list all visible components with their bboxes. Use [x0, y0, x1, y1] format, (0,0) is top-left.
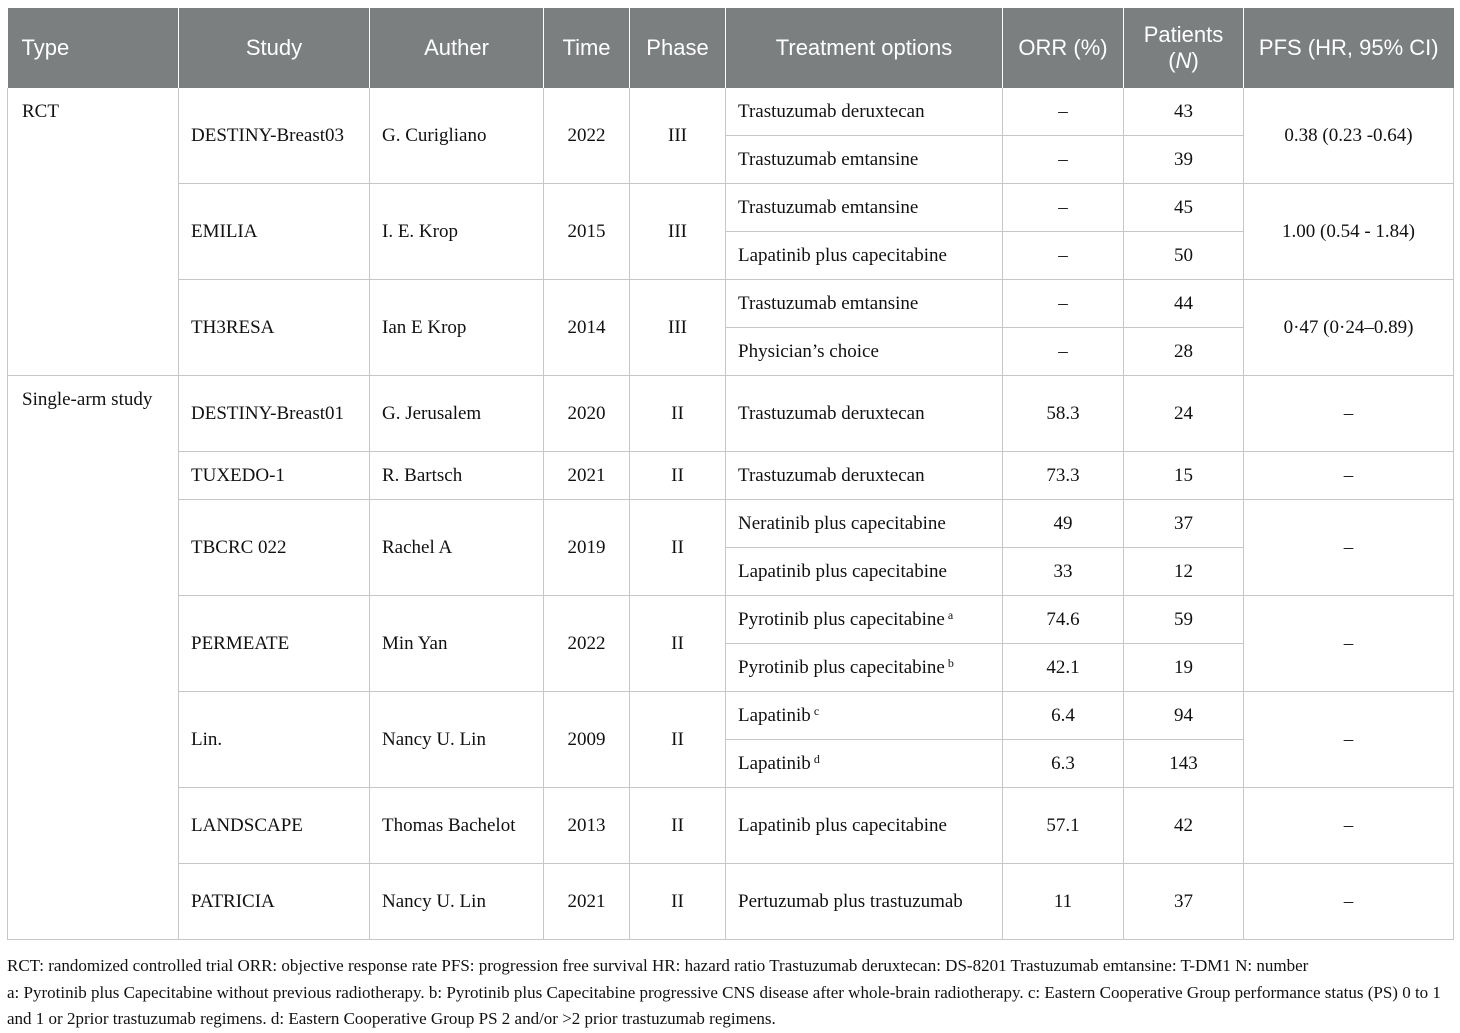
- treatment-cell: Lapatinib plus capecitabine: [726, 788, 1003, 864]
- author-cell: G. Jerusalem: [370, 376, 544, 452]
- patients-cell: 39: [1124, 136, 1244, 184]
- table-row: [8, 184, 1454, 232]
- study-cell: Lin.: [179, 692, 370, 788]
- orr-cell: –: [1003, 328, 1124, 376]
- pfs-cell: 0.38 (0.23 -0.64): [1244, 88, 1454, 184]
- table-row: [8, 376, 1454, 452]
- patients-cell: 43: [1124, 88, 1244, 136]
- study-cell: TBCRC 022: [179, 500, 370, 596]
- time-cell: 2015: [544, 184, 630, 280]
- pfs-cell: 1.00 (0.54 - 1.84): [1244, 184, 1454, 280]
- treatment-cell: [726, 740, 1003, 788]
- header-treatment: Treatment options: [726, 8, 1003, 88]
- phase-cell: III: [630, 184, 726, 280]
- time-cell: 2021: [544, 452, 630, 500]
- author-cell: Ian E Krop: [370, 280, 544, 376]
- patients-cell: 94: [1124, 692, 1244, 740]
- phase-cell: II: [630, 596, 726, 692]
- pfs-cell: –: [1244, 376, 1454, 452]
- study-cell: LANDSCAPE: [179, 788, 370, 864]
- orr-cell: 74.6: [1003, 596, 1124, 644]
- pfs-cell: –: [1244, 788, 1454, 864]
- phase-cell: II: [630, 864, 726, 940]
- treatment-cell: Trastuzumab deruxtecan: [726, 88, 1003, 136]
- header-orr: ORR (%): [1003, 8, 1124, 88]
- time-cell: 2022: [544, 88, 630, 184]
- treatment-cell: Pertuzumab plus trastuzumab: [726, 864, 1003, 940]
- time-cell: 2014: [544, 280, 630, 376]
- orr-cell: 73.3: [1003, 452, 1124, 500]
- patients-cell: 28: [1124, 328, 1244, 376]
- pfs-cell: –: [1244, 692, 1454, 788]
- pfs-cell: –: [1244, 452, 1454, 500]
- patients-cell: 42: [1124, 788, 1244, 864]
- table-footnotes: [7, 953, 1453, 1033]
- table-row: [8, 88, 1454, 136]
- author-cell: R. Bartsch: [370, 452, 544, 500]
- study-cell: DESTINY-Breast03: [179, 88, 370, 184]
- phase-cell: II: [630, 788, 726, 864]
- table-row: [8, 596, 1454, 644]
- pfs-cell: –: [1244, 596, 1454, 692]
- treatment-cell: Lapatinib plus capecitabine: [726, 548, 1003, 596]
- orr-cell: 58.3: [1003, 376, 1124, 452]
- header-time: Time: [544, 8, 630, 88]
- author-cell: Nancy U. Lin: [370, 692, 544, 788]
- orr-cell: 42.1: [1003, 644, 1124, 692]
- treatment-cell: Trastuzumab emtansine: [726, 280, 1003, 328]
- phase-cell: II: [630, 692, 726, 788]
- trials-table: [7, 8, 1454, 940]
- study-cell: TUXEDO-1: [179, 452, 370, 500]
- treatment-text: Pyrotinib plus capecitabine: [738, 609, 945, 630]
- treatment-cell: Lapatinib plus capecitabine: [726, 232, 1003, 280]
- table-row: [8, 864, 1454, 940]
- time-cell: 2013: [544, 788, 630, 864]
- pfs-cell: 0·47 (0·24–0.89): [1244, 280, 1454, 376]
- treatment-text: Lapatinib: [738, 753, 811, 774]
- header-patients-n: N: [1175, 48, 1192, 73]
- author-cell: Nancy U. Lin: [370, 864, 544, 940]
- footnote-details: a: Pyrotinib plus Capecitabine without previous radiotherapy. b: Pyrotinib plus Capecitabine progressive CNS disease after whole-brain radiotherapy. c: Eastern Cooperative Group performance status (PS) 0 to 1 and 1 or 2prior trastuzumab regimens. d: Eastern Cooperative Group PS 2 and/or >2 prior trastuzumab regimens.: [7, 982, 1441, 1028]
- treatment-cell: Trastuzumab emtansine: [726, 136, 1003, 184]
- author-cell: Min Yan: [370, 596, 544, 692]
- study-cell: TH3RESA: [179, 280, 370, 376]
- orr-cell: –: [1003, 184, 1124, 232]
- orr-cell: 49: [1003, 500, 1124, 548]
- header-study: Study: [179, 8, 370, 88]
- treatment-cell: Trastuzumab emtansine: [726, 184, 1003, 232]
- time-cell: 2021: [544, 864, 630, 940]
- orr-cell: –: [1003, 280, 1124, 328]
- orr-cell: 6.4: [1003, 692, 1124, 740]
- table-row: [8, 692, 1454, 740]
- treatment-cell: [726, 692, 1003, 740]
- header-patients-label: Patients: [1143, 22, 1224, 47]
- treatment-text: Pyrotinib plus capecitabine: [738, 657, 945, 678]
- header-pfs: PFS (HR, 95% CI): [1244, 8, 1454, 88]
- patients-cell: 37: [1124, 500, 1244, 548]
- study-cell: PERMEATE: [179, 596, 370, 692]
- header-row: [8, 8, 1454, 88]
- patients-cell: 15: [1124, 452, 1244, 500]
- patients-cell: 143: [1124, 740, 1244, 788]
- footnote-abbreviations: RCT: randomized controlled trial ORR: objective response rate PFS: progression free survival HR: hazard ratio Trastuzumab deruxtecan: DS-8201 Trastuzumab emtansine: T-DM1 N: number: [7, 956, 1309, 975]
- table-row: [8, 788, 1454, 864]
- phase-cell: II: [630, 500, 726, 596]
- treatment-cell: Neratinib plus capecitabine: [726, 500, 1003, 548]
- table-container: [7, 8, 1453, 940]
- header-author: Auther: [370, 8, 544, 88]
- phase-cell: II: [630, 452, 726, 500]
- time-cell: 2019: [544, 500, 630, 596]
- pfs-cell: –: [1244, 864, 1454, 940]
- table-row: [8, 500, 1454, 548]
- orr-cell: 11: [1003, 864, 1124, 940]
- patients-cell: 24: [1124, 376, 1244, 452]
- orr-cell: –: [1003, 88, 1124, 136]
- orr-cell: –: [1003, 136, 1124, 184]
- table-row: [8, 452, 1454, 500]
- orr-cell: 6.3: [1003, 740, 1124, 788]
- treatment-cell: Trastuzumab deruxtecan: [726, 376, 1003, 452]
- study-cell: PATRICIA: [179, 864, 370, 940]
- patients-cell: 50: [1124, 232, 1244, 280]
- orr-cell: 57.1: [1003, 788, 1124, 864]
- header-phase: Phase: [630, 8, 726, 88]
- pfs-cell: –: [1244, 500, 1454, 596]
- footnote-marker: b: [947, 656, 954, 670]
- treatment-cell: Trastuzumab deruxtecan: [726, 452, 1003, 500]
- phase-cell: II: [630, 376, 726, 452]
- patients-cell: 19: [1124, 644, 1244, 692]
- patients-cell: 44: [1124, 280, 1244, 328]
- treatment-cell: [726, 596, 1003, 644]
- author-cell: G. Curigliano: [370, 88, 544, 184]
- group-label-single-arm: Single-arm study: [8, 376, 179, 940]
- time-cell: 2020: [544, 376, 630, 452]
- phase-cell: III: [630, 88, 726, 184]
- header-type: Type: [8, 8, 179, 88]
- study-cell: EMILIA: [179, 184, 370, 280]
- time-cell: 2022: [544, 596, 630, 692]
- treatment-text: Lapatinib: [738, 705, 811, 726]
- patients-cell: 45: [1124, 184, 1244, 232]
- orr-cell: –: [1003, 232, 1124, 280]
- author-cell: Rachel A: [370, 500, 544, 596]
- author-cell: I. E. Krop: [370, 184, 544, 280]
- orr-cell: 33: [1003, 548, 1124, 596]
- patients-cell: 12: [1124, 548, 1244, 596]
- header-patients: Patients (N): [1124, 8, 1244, 88]
- treatment-cell: Physician’s choice: [726, 328, 1003, 376]
- patients-cell: 59: [1124, 596, 1244, 644]
- phase-cell: III: [630, 280, 726, 376]
- study-cell: DESTINY-Breast01: [179, 376, 370, 452]
- footnote-marker: a: [947, 608, 954, 622]
- time-cell: 2009: [544, 692, 630, 788]
- treatment-cell: [726, 644, 1003, 692]
- author-cell: Thomas Bachelot: [370, 788, 544, 864]
- footnote-marker: c: [813, 704, 820, 718]
- patients-cell: 37: [1124, 864, 1244, 940]
- group-label-rct: RCT: [8, 88, 179, 376]
- footnote-marker: d: [813, 752, 820, 766]
- table-row: [8, 280, 1454, 328]
